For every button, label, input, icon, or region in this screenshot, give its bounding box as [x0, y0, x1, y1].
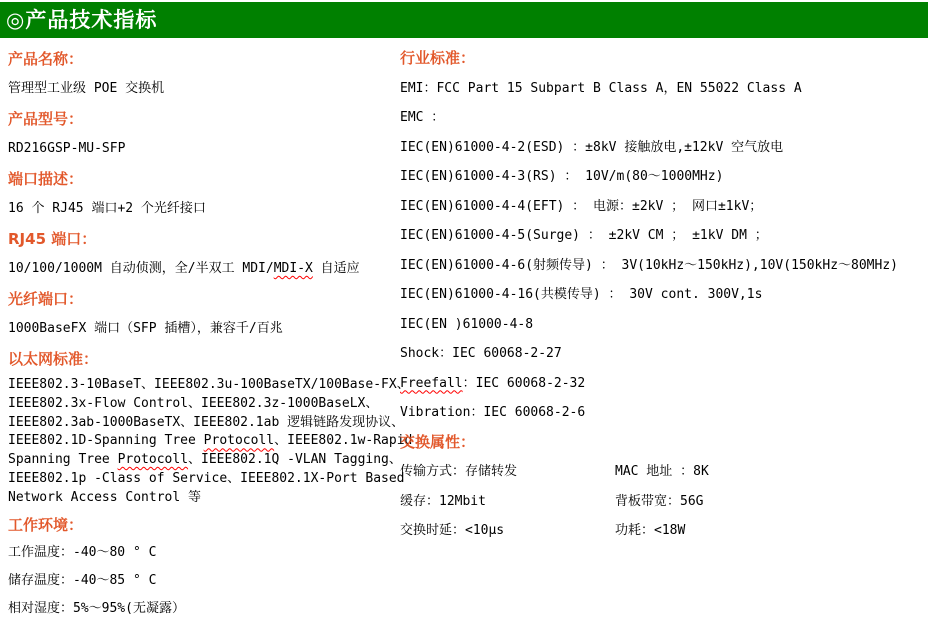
switching-latency: 交换时延：<10μs — [400, 523, 505, 538]
ethernet-line-5 — [8, 451, 402, 470]
left-column — [0, 44, 413, 618]
relative-humidity: 相对湿度：5%～95%(无凝露） — [8, 600, 185, 616]
iec-eft-standard: IEC(EN)61000-4-4(EFT) ： 电源：±2kV ； 网口±1kV； — [400, 198, 763, 214]
iec-rs-standard: IEC(EN)61000-4-3(RS) ： 10V/m(80～1000MHz) — [400, 169, 724, 184]
switch-attr-row-3 — [400, 516, 928, 546]
rj45-value-text: 10/100/1000M 自动侦测，全/半双工 MDI/ — [8, 261, 274, 276]
switch-attributes-label: 交换属性： — [400, 432, 476, 451]
iec-common-mode-standard: IEC(EN)61000-4-16(共模传导) ： 30V cont. 300V,1s — [400, 287, 763, 302]
fiber-label: 光纤端口： — [8, 290, 84, 308]
ethernet-line-2: IEEE802.3x-Flow Control、IEEE802.3z-1000BaseLX、 — [8, 395, 379, 411]
product-name-label: 产品名称： — [8, 50, 84, 68]
rj45-spellcheck-word: MDI-X — [273, 261, 313, 276]
power-consumption: 功耗：<18W — [615, 523, 686, 538]
iec-4-8-standard: IEC(EN )61000-4-8 — [400, 316, 534, 332]
storage-temperature: 储存温度：-40～85 ° C — [8, 572, 157, 588]
port-desc-value: 16 个 RJ45 端口+2 个光纤接口 — [8, 201, 206, 216]
rj45-value-text-tail: 自适应 — [312, 261, 360, 276]
rj45-value — [8, 254, 392, 284]
port-desc-label: 端口描述： — [8, 170, 84, 188]
shock-standard: Shock：IEC 60068-2-27 — [400, 346, 562, 361]
freefall-spellcheck-word: Freefall — [400, 375, 463, 391]
environment-label: 工作环境： — [8, 515, 84, 534]
switch-attr-row-2 — [400, 487, 928, 517]
mac-address-capacity: MAC 地址 ：8K — [615, 464, 709, 479]
emc-label: EMC ： — [400, 110, 445, 125]
section-header-bar — [0, 2, 928, 38]
vibration-standard: Vibration：IEC 60068-2-6 — [400, 405, 586, 420]
iec-rf-conducted-standard: IEC(EN)61000-4-6(射频传导) ： 3V(10kHz～150kHz),10V(150kHz～80MHz) — [400, 257, 898, 273]
freefall-standard-value: ：IEC 60068-2-32 — [462, 375, 586, 391]
industry-standards-label: 行业标准： — [400, 49, 476, 67]
rj45-label: RJ45 端口： — [8, 230, 97, 248]
ethernet-line-6: IEEE802.1p -Class of Service、IEEE802.1X-Port Based — [8, 470, 405, 486]
backplane-bandwidth: 背板带宽：56G — [615, 493, 704, 509]
ethernet-line-3: IEEE802.3ab-1000BaseTX、IEEE802.1ab 逻辑链路发现协议、 — [8, 414, 405, 430]
iec-esd-standard: IEC(EN)61000-4-2(ESD) ：±8kV 接触放电,±12kV 空气放电 — [400, 139, 784, 155]
ethernet-line-5-spellcheck-word: Protocoll — [117, 452, 189, 468]
freefall-standard — [400, 369, 928, 399]
right-column — [392, 44, 928, 618]
ethernet-line-7: Network Access Control 等 — [8, 489, 202, 505]
spec-content — [0, 44, 928, 618]
buffer-size: 缓存：12Mbit — [400, 493, 486, 509]
ethernet-standards-label: 以太网标准： — [8, 350, 99, 368]
emi-standard: EMI：FCC Part 15 Subpart B Class A，EN 55022 Class A — [400, 80, 802, 96]
ethernet-line-4-text: IEEE802.1D-Spanning Tree — [8, 433, 204, 449]
switch-attr-row-1 — [400, 457, 928, 487]
model-value: RD216GSP-MU-SFP — [8, 141, 126, 156]
model-label: 产品型号： — [8, 110, 84, 128]
ethernet-line-5-text: Spanning Tree — [8, 452, 118, 468]
ethernet-line-5-tail: 、IEEE802.1Q -VLAN Tagging、 — [188, 452, 402, 468]
fiber-value: 1000BaseFX 端口（SFP 插槽），兼容千/百兆 — [8, 321, 283, 336]
page-title: ◎产品技术指标 — [6, 8, 158, 32]
forwarding-mode: 传输方式：存储转发 — [400, 464, 518, 479]
ethernet-standards-paragraph — [8, 374, 413, 511]
ethernet-line-4 — [8, 432, 413, 451]
ethernet-line-4-spellcheck-word: Protocoll — [203, 433, 275, 449]
iec-surge-standard: IEC(EN)61000-4-5(Surge) ： ±2kV CM ； ±1kV DM ； — [400, 228, 768, 243]
ethernet-line-1: IEEE802.3-10BaseT、IEEE802.3u-100BaseTX/100Base-FX、 — [8, 377, 410, 392]
product-name-value: 管理型工业级 POE 交换机 — [8, 81, 165, 96]
operating-temperature: 工作温度：-40～80 ° C — [8, 544, 157, 560]
ethernet-line-4-tail: 、IEEE802.1w-Rapid — [274, 433, 413, 449]
